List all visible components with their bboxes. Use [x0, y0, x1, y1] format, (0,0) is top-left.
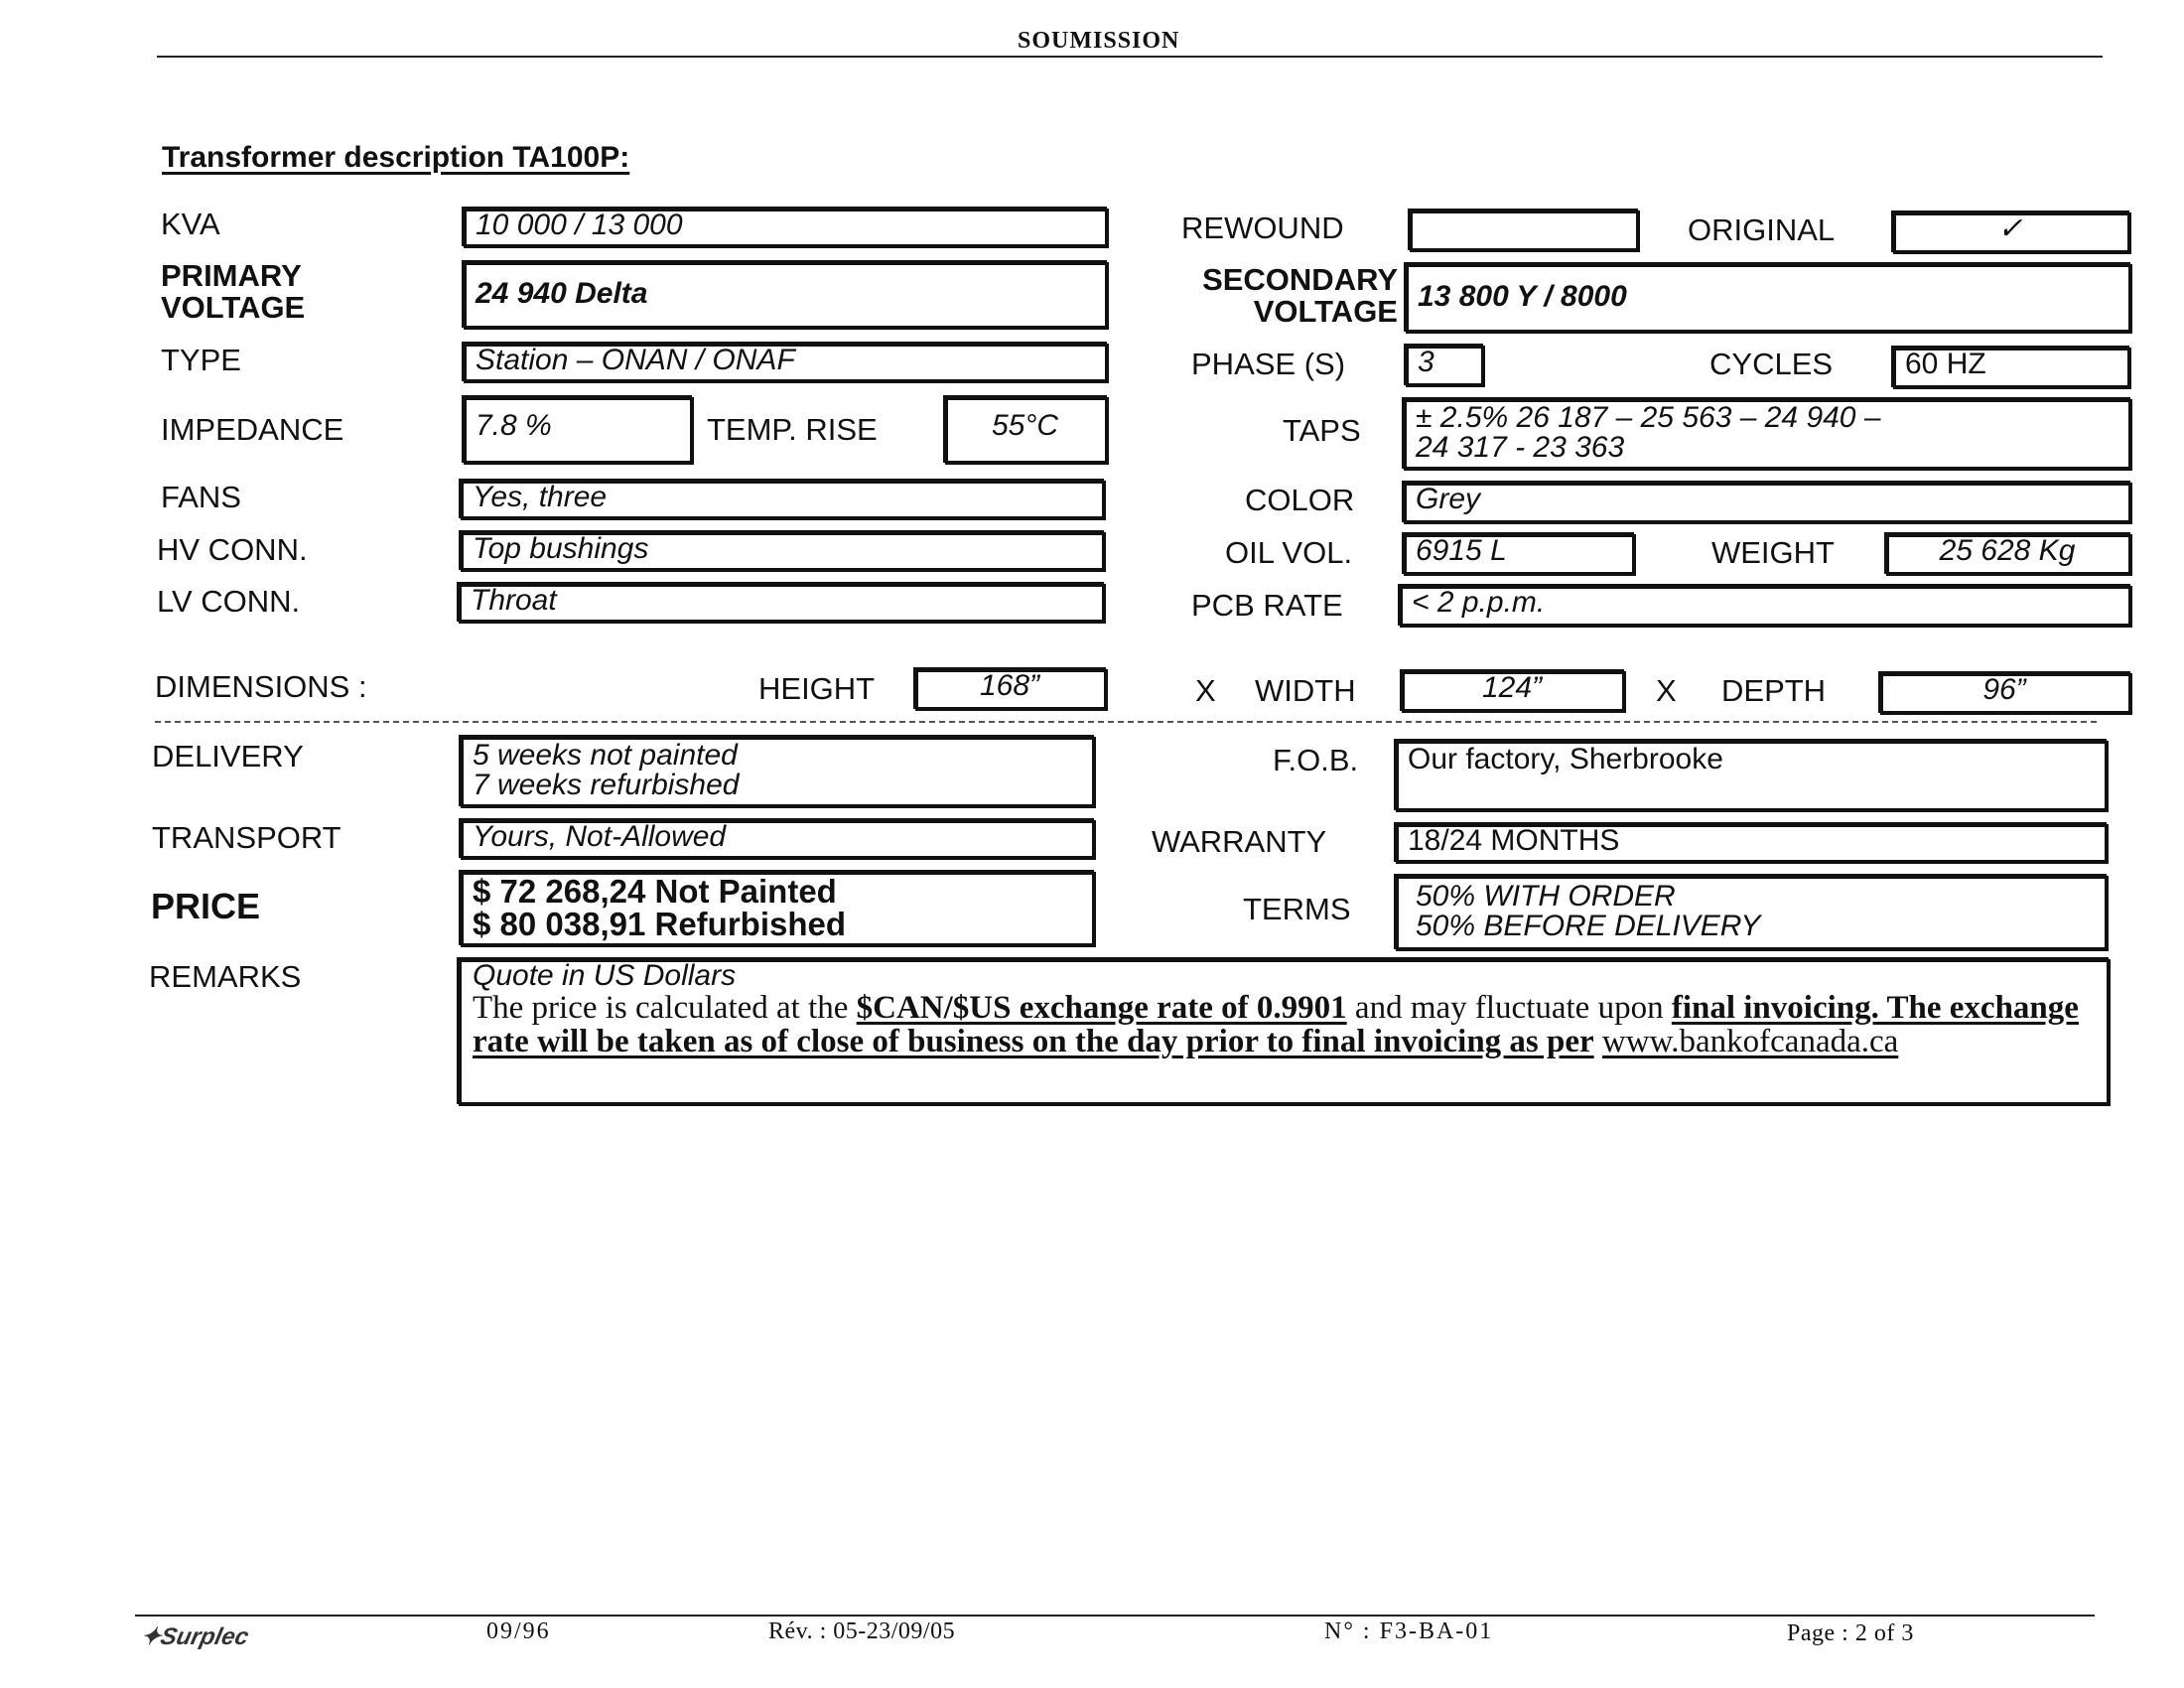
phases-label: PHASE (S) — [1191, 347, 1346, 381]
kva-field[interactable]: 10 000 / 13 000 — [462, 207, 1107, 246]
transport-label: TRANSPORT — [152, 820, 341, 855]
warranty-field[interactable]: 18/24 MONTHS — [1394, 822, 2107, 862]
original-checkbox[interactable]: ✓ — [1891, 211, 2129, 252]
transport-field[interactable]: Yours, Not-Allowed — [459, 818, 1094, 858]
remarks-invoicing-note: final invoicing. The exchange rate will be taken as of close of business on the day prior to final invoicing as per — [473, 990, 2079, 1059]
page-header-title: SOUMISSION — [1018, 28, 1180, 54]
depth-field[interactable]: 96” — [1878, 671, 2130, 713]
taps-label: TAPS — [1283, 413, 1361, 448]
price-line2: $ 80 038,91 Refurbished — [473, 906, 847, 942]
type-label: TYPE — [161, 343, 241, 377]
cycles-label: CYCLES — [1709, 347, 1834, 381]
color-label: COLOR — [1245, 483, 1355, 517]
weight-field[interactable]: 25 628 Kg — [1884, 532, 2130, 574]
price-field[interactable] — [459, 870, 1094, 945]
logo-text: Surplec — [158, 1623, 252, 1650]
impedance-label: IMPEDANCE — [161, 412, 344, 447]
temp-rise-field[interactable]: 55°C — [943, 395, 1107, 463]
remarks-line1: Quote in US Dollars — [473, 959, 737, 992]
lv-conn-field[interactable]: Throat — [457, 582, 1104, 622]
footer-rule — [135, 1615, 2095, 1617]
secondary-voltage-field[interactable]: 13 800 Y / 8000 — [1404, 262, 2130, 332]
logo-mark-icon: ✦ — [138, 1623, 164, 1650]
fob-field[interactable]: Our factory, Sherbrooke — [1394, 739, 2107, 810]
width-field[interactable]: 124” — [1400, 669, 1624, 711]
terms-line2: 50% BEFORE DELIVERY — [1416, 910, 1761, 942]
surplec-logo — [138, 1622, 251, 1651]
depth-label: DEPTH — [1721, 673, 1827, 708]
remarks-label: REMARKS — [149, 959, 302, 994]
oil-vol-field[interactable]: 6915 L — [1402, 532, 1634, 574]
weight-label: WEIGHT — [1711, 535, 1835, 570]
hv-conn-field[interactable]: Top bushings — [459, 530, 1104, 570]
lv-conn-label: LV CONN. — [157, 584, 301, 619]
fob-label: F.O.B. — [1273, 743, 1359, 777]
temp-rise-label: TEMP. RISE — [707, 412, 878, 447]
footer-page-number: Page : 2 of 3 — [1787, 1620, 1914, 1646]
fans-label: FANS — [161, 480, 241, 514]
rewound-label: REWOUND — [1181, 211, 1344, 245]
primary-voltage-label-line2: VOLTAGE — [161, 290, 306, 325]
header-rule — [157, 56, 2103, 58]
delivery-field[interactable] — [459, 735, 1094, 806]
fans-field[interactable]: Yes, three — [459, 479, 1104, 518]
color-field[interactable]: Grey — [1402, 481, 2130, 522]
price-line1: $ 72 268,24 Not Painted — [473, 873, 837, 910]
original-label: ORIGINAL — [1688, 212, 1836, 247]
kva-label: KVA — [161, 207, 220, 241]
dimension-x-1: X — [1195, 673, 1216, 708]
taps-value-line1: ± 2.5% 26 187 – 25 563 – 24 940 – — [1416, 401, 1881, 434]
bank-of-canada-link[interactable]: www.bankofcanada.ca — [1601, 1024, 1899, 1059]
footer-form-code: 09/96 — [486, 1618, 551, 1644]
warranty-label: WARRANTY — [1152, 824, 1327, 859]
remarks-exchange-rate: $CAN/$US exchange rate of 0.9901 — [856, 990, 1347, 1026]
terms-field[interactable] — [1394, 874, 2107, 949]
primary-voltage-field[interactable]: 24 940 Delta — [462, 260, 1107, 328]
section-title: Transformer description TA100P: — [162, 141, 630, 174]
dimensions-label: DIMENSIONS : — [155, 669, 367, 704]
impedance-field[interactable]: 7.8 % — [462, 395, 692, 463]
delivery-line1: 5 weeks not painted — [473, 739, 738, 772]
price-label: PRICE — [151, 886, 261, 926]
footer-revision: Rév. : 05-23/09/05 — [768, 1618, 956, 1644]
width-label: WIDTH — [1255, 673, 1356, 708]
terms-line1: 50% WITH ORDER — [1416, 880, 1676, 913]
delivery-label: DELIVERY — [152, 739, 304, 774]
height-field[interactable]: 168” — [913, 667, 1106, 709]
rewound-field[interactable] — [1408, 209, 1638, 250]
dimension-x-2: X — [1656, 673, 1677, 708]
primary-voltage-label-line1: PRIMARY — [161, 258, 302, 293]
pcb-rate-label: PCB RATE — [1191, 588, 1343, 623]
secondary-voltage-label-line2: VOLTAGE — [1253, 294, 1398, 329]
remarks-text-5 — [1594, 1024, 1602, 1059]
secondary-voltage-label-line1: SECONDARY — [1202, 262, 1398, 297]
phases-field[interactable]: 3 — [1404, 344, 1483, 385]
terms-label: TERMS — [1243, 892, 1351, 926]
remarks-exchange-note — [473, 991, 2095, 1058]
remarks-text-1: The price is calculated at the — [473, 990, 857, 1026]
height-label: HEIGHT — [758, 671, 876, 706]
oil-vol-label: OIL VOL. — [1225, 535, 1353, 570]
secondary-voltage-label — [1142, 264, 1398, 328]
taps-value-line2: 24 317 - 23 363 — [1416, 431, 1625, 464]
taps-field[interactable] — [1402, 397, 2130, 469]
primary-voltage-label — [161, 260, 305, 324]
section-divider — [155, 721, 2097, 723]
type-field[interactable]: Station – ONAN / ONAF — [462, 342, 1107, 381]
footer-document-number: N° : F3-BA-01 — [1324, 1618, 1494, 1644]
cycles-field[interactable]: 60 HZ — [1891, 346, 2129, 387]
delivery-line2: 7 weeks refurbished — [473, 769, 740, 801]
remarks-text-3: and may fluctuate upon — [1346, 990, 1672, 1026]
hv-conn-label: HV CONN. — [157, 532, 308, 567]
pcb-rate-field[interactable]: < 2 p.p.m. — [1398, 584, 2130, 626]
remarks-field[interactable] — [457, 957, 2109, 1104]
